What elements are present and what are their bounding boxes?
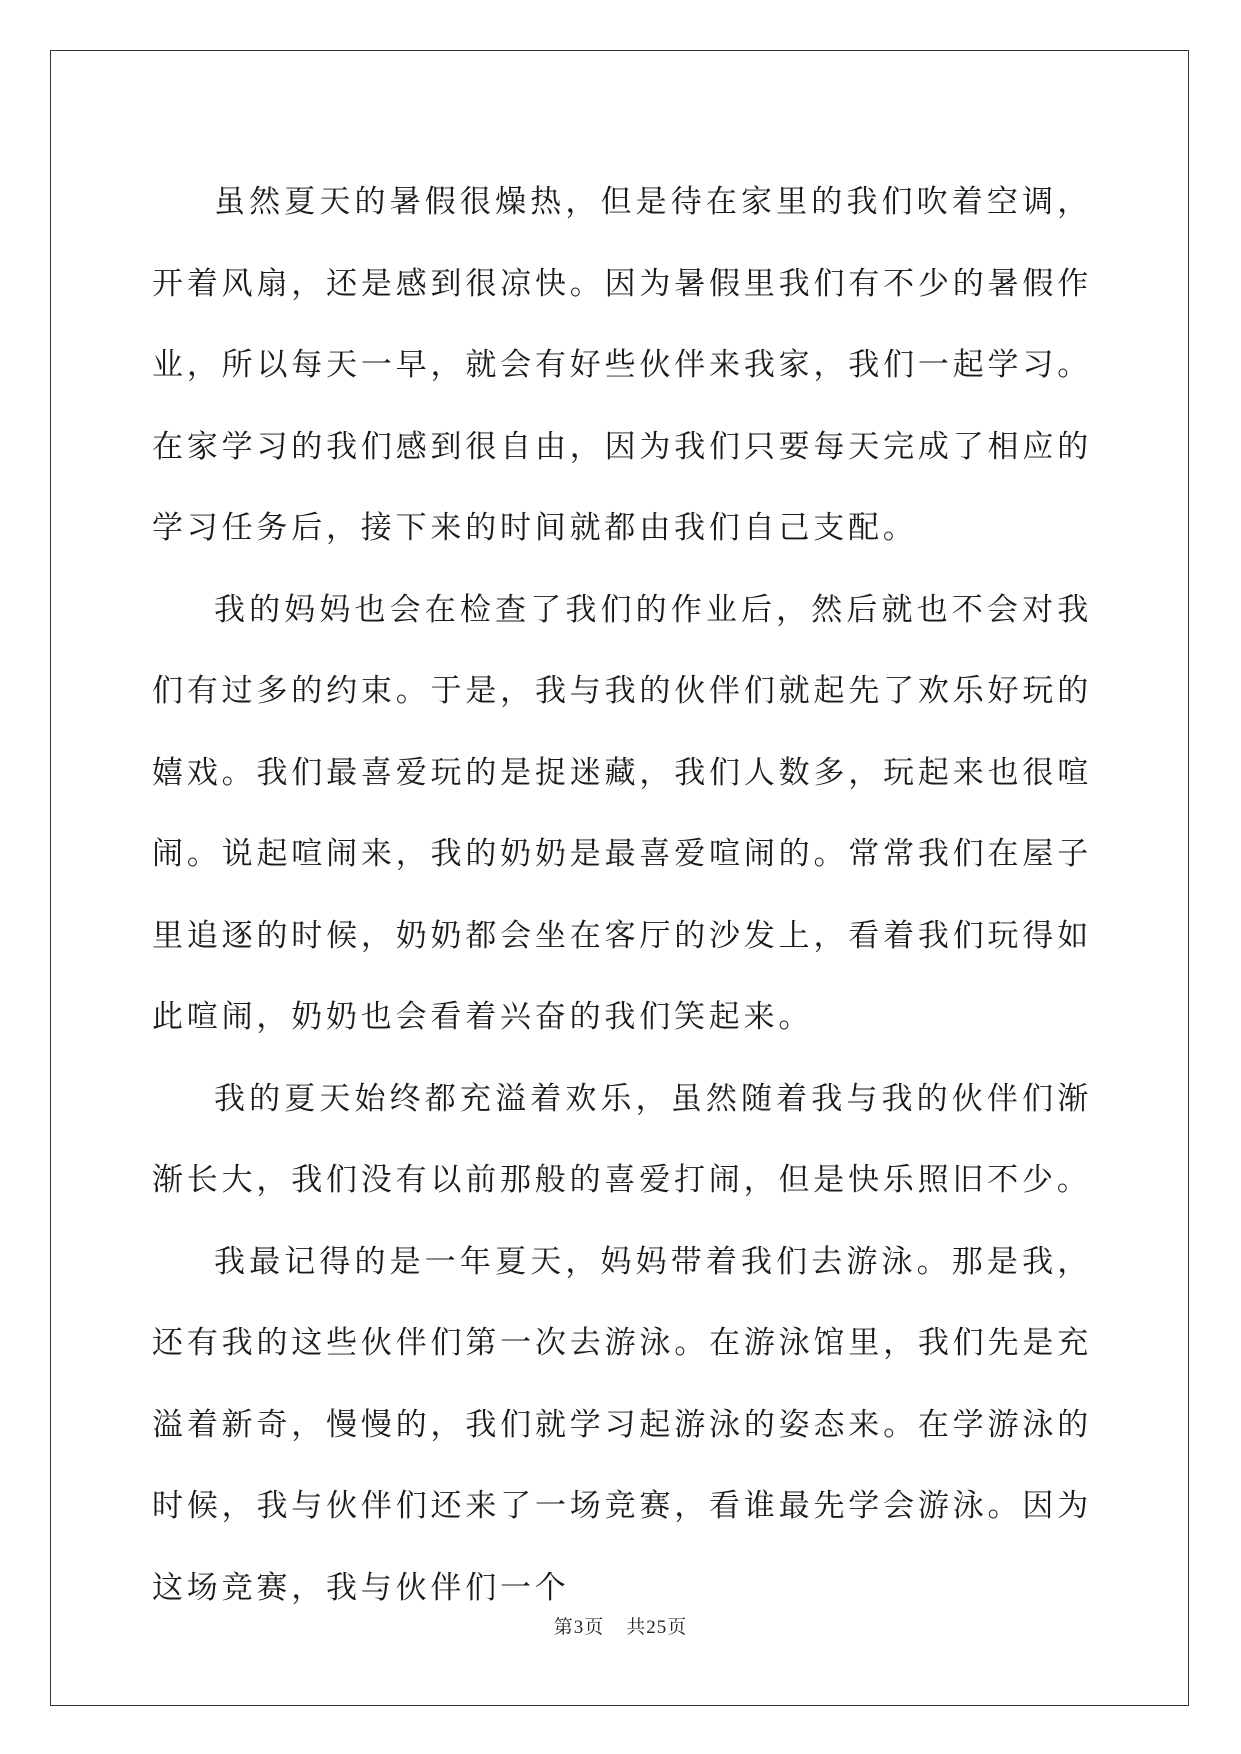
paragraph-3: 我的夏天始终都充溢着欢乐，虽然随着我与我的伙伴们渐渐长大，我们没有以前那般的喜爱打闹，但是快乐照旧不少。	[152, 1080, 1092, 1198]
page-footer	[0, 1612, 1241, 1639]
page-number-current: 第3页	[553, 1617, 605, 1638]
paragraph-2: 我的妈妈也会在检查了我们的作业后，然后就也不会对我们有过多的约束。于是，我与我的伙伴们就起先了欢乐好玩的嬉戏。我们最喜爱玩的是捉迷藏，我们人数多，玩起来也很喧闹。说起喧闹来，我的奶奶是最喜爱喧闹的。常常我们在屋子里追逐的时候，奶奶都会坐在客厅的沙发上，看着我们玩得如此喧闹，奶奶也会看着兴奋的我们笑起来。	[152, 591, 1092, 1035]
paragraph-1: 虽然夏天的暑假很燥热，但是待在家里的我们吹着空调，开着风扇，还是感到很凉快。因为暑假里我们有不少的暑假作业，所以每天一早，就会有好些伙伴来我家，我们一起学习。在家学习的我们感到很自由，因为我们只要每天完成了相应的学习任务后，接下来的时间就都由我们自己支配。	[152, 184, 1092, 546]
page-number-total: 共25页	[626, 1617, 688, 1638]
document-body	[152, 162, 1092, 1629]
paragraph-4: 我最记得的是一年夏天，妈妈带着我们去游泳。那是我，还有我的这些伙伴们第一次去游泳。在游泳馆里，我们先是充溢着新奇，慢慢的，我们就学习起游泳的姿态来。在学游泳的时候，我与伙伴们还来了一场竞赛，看谁最先学会游泳。因为这场竞赛，我与伙伴们一个	[152, 1243, 1092, 1606]
